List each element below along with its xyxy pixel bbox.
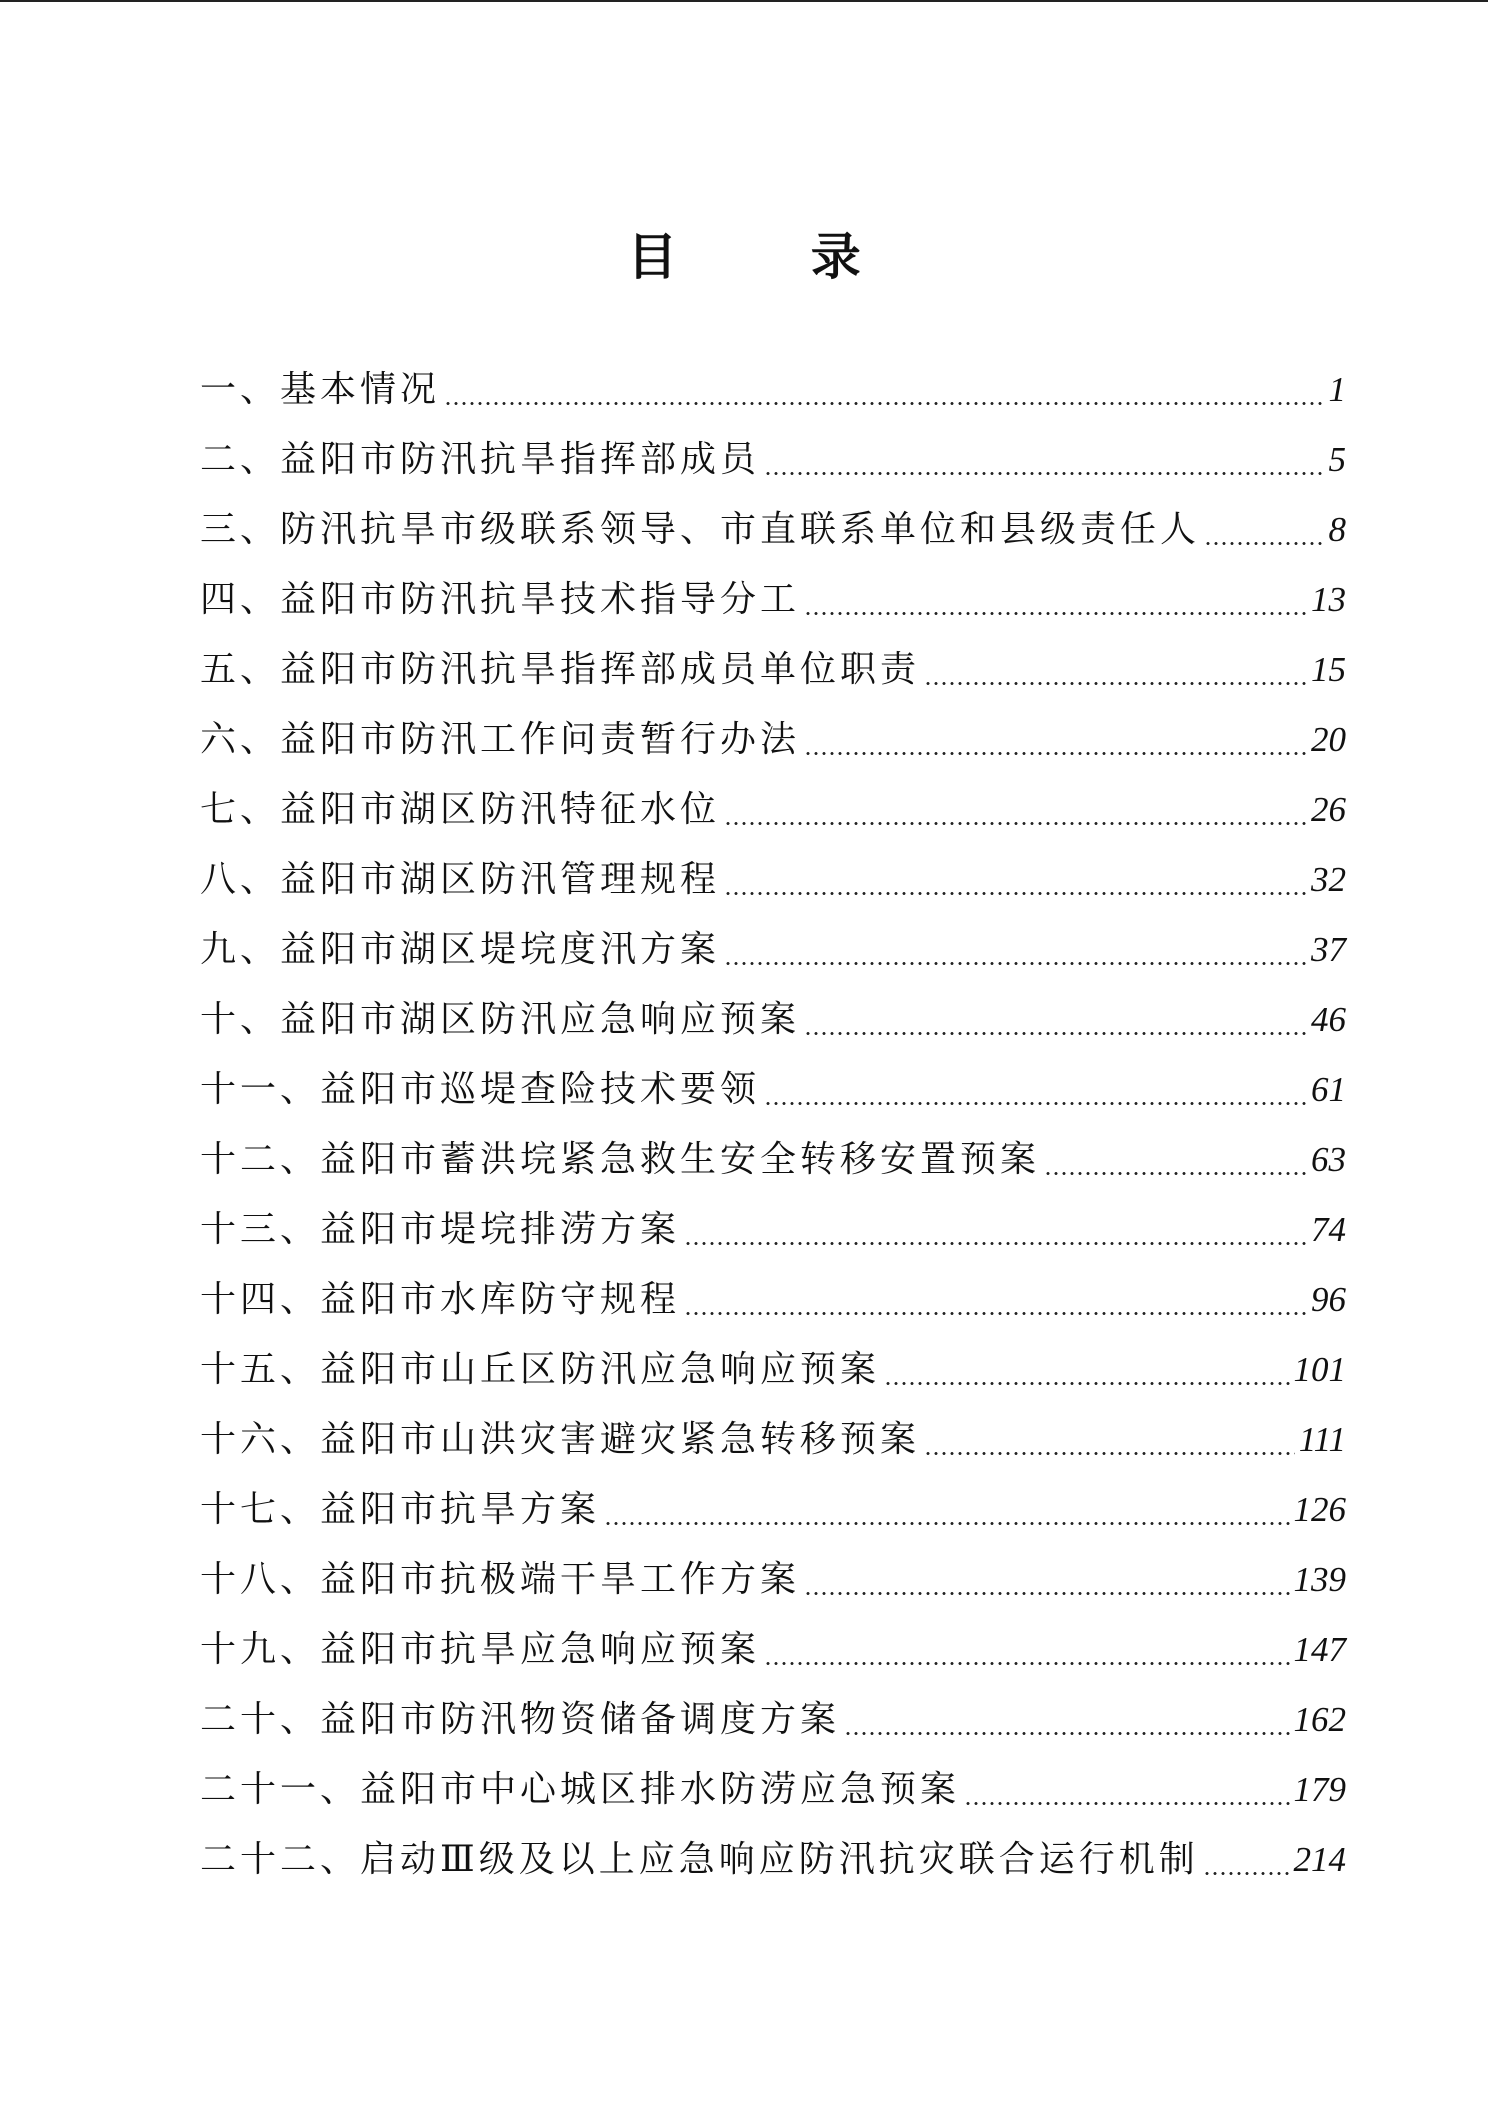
dot-leader	[1044, 1172, 1307, 1175]
toc-entry-22[interactable]	[200, 1825, 1346, 1895]
dot-leader	[684, 1312, 1307, 1315]
table-of-contents	[200, 355, 1346, 1895]
toc-entry-label: 十一、益阳市巡堤查险技术要领	[200, 1069, 761, 1110]
toc-entry-page: 179	[1293, 1770, 1346, 1809]
dot-leader	[924, 682, 1307, 685]
toc-entry-label: 十七、益阳市抗旱方案	[200, 1489, 601, 1530]
toc-entry-17[interactable]	[200, 1475, 1346, 1545]
toc-entry-page: 214	[1293, 1840, 1346, 1879]
dot-leader	[724, 892, 1307, 895]
toc-entry-label: 四、益阳市防汛抗旱技术指导分工	[200, 579, 801, 620]
toc-entry-label: 十八、益阳市抗极端干旱工作方案	[200, 1559, 801, 1600]
dot-leader	[764, 1102, 1307, 1105]
toc-entry-5[interactable]	[200, 635, 1346, 705]
toc-entry-3[interactable]	[200, 495, 1346, 565]
toc-entry-page: 126	[1293, 1490, 1346, 1529]
toc-entry-page: 96	[1311, 1280, 1346, 1319]
dot-leader	[804, 612, 1307, 615]
dot-leader	[764, 1662, 1289, 1665]
toc-entry-14[interactable]	[200, 1265, 1346, 1335]
toc-entry-page: 26	[1311, 790, 1346, 829]
toc-entry-label: 十九、益阳市抗旱应急响应预案	[200, 1629, 761, 1670]
dot-leader	[684, 1242, 1307, 1245]
toc-entry-label: 六、益阳市防汛工作问责暂行办法	[200, 719, 801, 760]
toc-entry-label: 二十、益阳市防汛物资储备调度方案	[200, 1699, 841, 1740]
toc-entry-21[interactable]	[200, 1755, 1346, 1825]
dot-leader	[444, 402, 1322, 405]
toc-entry-page: 13	[1311, 580, 1346, 619]
dot-leader	[924, 1452, 1295, 1455]
toc-entry-label: 七、益阳市湖区防汛特征水位	[200, 789, 721, 830]
toc-entry-page: 74	[1311, 1210, 1346, 1249]
dot-leader	[724, 962, 1307, 965]
toc-entry-12[interactable]	[200, 1125, 1346, 1195]
dot-leader	[604, 1522, 1289, 1525]
toc-entry-19[interactable]	[200, 1615, 1346, 1685]
toc-entry-page: 32	[1311, 860, 1346, 899]
dot-leader	[964, 1802, 1289, 1805]
toc-entry-1[interactable]	[200, 355, 1346, 425]
dot-leader	[1204, 542, 1322, 545]
toc-entry-label: 九、益阳市湖区堤垸度汛方案	[200, 929, 721, 970]
toc-entry-8[interactable]	[200, 845, 1346, 915]
toc-entry-page: 37	[1311, 930, 1346, 969]
toc-entry-page: 8	[1328, 510, 1346, 549]
dot-leader	[804, 752, 1307, 755]
toc-entry-6[interactable]	[200, 705, 1346, 775]
toc-entry-label: 十、益阳市湖区防汛应急响应预案	[200, 999, 801, 1040]
dot-leader	[724, 822, 1307, 825]
toc-entry-20[interactable]	[200, 1685, 1346, 1755]
toc-entry-2[interactable]	[200, 425, 1346, 495]
toc-entry-page: 63	[1311, 1140, 1346, 1179]
dot-leader	[1203, 1872, 1290, 1875]
toc-entry-15[interactable]	[200, 1335, 1346, 1405]
toc-entry-label: 十三、益阳市堤垸排涝方案	[200, 1209, 681, 1250]
toc-entry-label: 八、益阳市湖区防汛管理规程	[200, 859, 721, 900]
toc-entry-label: 十二、益阳市蓄洪垸紧急救生安全转移安置预案	[200, 1139, 1041, 1180]
page-title: 目 录	[627, 227, 919, 286]
toc-entry-page: 61	[1311, 1070, 1346, 1109]
toc-entry-label: 一、基本情况	[200, 369, 441, 410]
toc-entry-16[interactable]	[200, 1405, 1346, 1475]
toc-entry-13[interactable]	[200, 1195, 1346, 1265]
toc-entry-page: 20	[1311, 720, 1346, 759]
dot-leader	[804, 1592, 1289, 1595]
toc-entry-label: 二、益阳市防汛抗旱指挥部成员	[200, 439, 761, 480]
toc-entry-18[interactable]	[200, 1545, 1346, 1615]
toc-entry-page: 139	[1293, 1560, 1346, 1599]
top-border-line	[0, 0, 1488, 2]
toc-entry-page: 15	[1311, 650, 1346, 689]
toc-entry-label: 二十二、启动Ⅲ级及以上应急响应防汛抗灾联合运行机制	[200, 1839, 1199, 1880]
toc-entry-page: 111	[1298, 1420, 1346, 1459]
toc-entry-page: 101	[1293, 1350, 1346, 1389]
dot-leader	[884, 1382, 1289, 1385]
toc-entry-page: 46	[1311, 1000, 1346, 1039]
toc-entry-page: 147	[1293, 1630, 1346, 1669]
dot-leader	[764, 472, 1322, 475]
toc-entry-label: 十六、益阳市山洪灾害避灾紧急转移预案	[200, 1419, 921, 1460]
dot-leader	[844, 1732, 1289, 1735]
toc-entry-10[interactable]	[200, 985, 1346, 1055]
toc-entry-label: 十四、益阳市水库防守规程	[200, 1279, 681, 1320]
toc-entry-label: 五、益阳市防汛抗旱指挥部成员单位职责	[200, 649, 921, 690]
toc-entry-label: 二十一、益阳市中心城区排水防涝应急预案	[200, 1769, 961, 1810]
toc-entry-11[interactable]	[200, 1055, 1346, 1125]
toc-entry-page: 162	[1293, 1700, 1346, 1739]
toc-entry-label: 十五、益阳市山丘区防汛应急响应预案	[200, 1349, 881, 1390]
toc-entry-4[interactable]	[200, 565, 1346, 635]
dot-leader	[804, 1032, 1307, 1035]
toc-entry-page: 1	[1328, 370, 1346, 409]
toc-entry-label: 三、防汛抗旱市级联系领导、市直联系单位和县级责任人	[200, 509, 1201, 550]
toc-entry-page: 5	[1328, 440, 1346, 479]
toc-entry-7[interactable]	[200, 775, 1346, 845]
toc-entry-9[interactable]	[200, 915, 1346, 985]
